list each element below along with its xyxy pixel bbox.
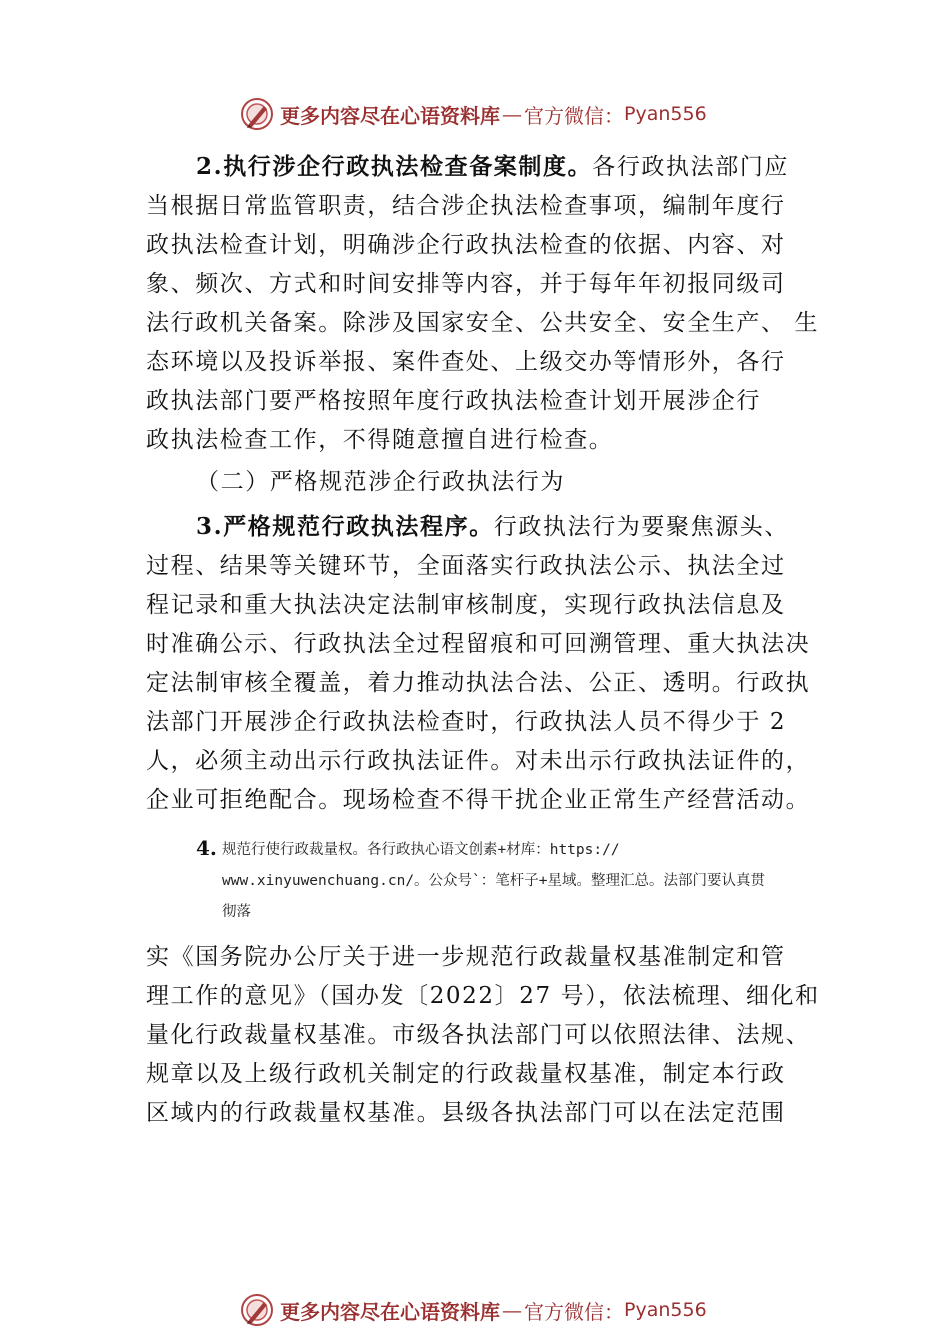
- para-3-heading: 3.严格规范行政执法程序。: [196, 513, 494, 540]
- para-4-small-line: 规范行使行政裁量权。各行政执心语文创素+材库：https://: [222, 842, 620, 858]
- header-dash: —: [502, 102, 522, 126]
- para-3-line: 过程、结果等关键环节，全面落实行政执法公示、执法全过: [146, 553, 786, 579]
- para-2-line: 政执法检查工作，不得随意擅自进行检查。: [146, 427, 614, 453]
- para-2-line: 法行政机关备案。除涉及国家安全、公共安全、安全生产、 生: [146, 310, 820, 336]
- para-2-line-1: [196, 152, 836, 182]
- para-2-line: 政执法检查计划，明确涉企行政执法检查的依据、内容、对: [146, 232, 786, 258]
- para-2-line: 政执法部门要严格按照年度行政执法检查计划开展涉企行: [146, 388, 761, 414]
- para-3-line: 人，必须主动出示行政执法证件。对未出示行政执法证件的，: [146, 748, 811, 774]
- footer-banner: [240, 1290, 760, 1330]
- footer-dash: —: [502, 1298, 522, 1322]
- para-4-number: 4.: [196, 836, 217, 860]
- header-title: 更多内容尽在心语资料库: [280, 103, 500, 128]
- para-3-line: 企业可拒绝配合。现场检查不得干扰企业正常生产经营活动。: [146, 787, 811, 813]
- para-2-line: 象、频次、方式和时间安排等内容，并于每年年初报同级司: [146, 271, 786, 297]
- header-banner: [240, 94, 760, 134]
- para-2-heading: 2.执行涉企行政执法检查备案制度。: [196, 153, 593, 180]
- para-3-line-1: [196, 512, 836, 542]
- para-4-small-line: www.xinyuwenchuang.cn/。公众号`：笔杆子+星域。整理汇总。法部门要认真贯: [222, 873, 766, 889]
- header-label: 官方微信：: [524, 103, 624, 128]
- para-4-line: 理工作的意见》（国办发〔2022〕27 号），依法梳理、细化和: [146, 983, 820, 1009]
- section-heading: （二）严格规范涉企行政执法行为: [196, 469, 565, 495]
- para-3-line: 定法制审核全覆盖，着力推动执法合法、公正、透明。行政执: [146, 670, 811, 696]
- para-4-small-line: 彻落: [222, 904, 251, 920]
- para-3-line: 时准确公示、行政执法全过程留痕和可回溯管理、重大执法决: [146, 631, 811, 657]
- para-4-line: 量化行政裁量权基准。市级各执法部门可以依照法律、法规、: [146, 1022, 811, 1048]
- para-2-line: 当根据日常监管职责，结合涉企执法检查事项，编制年度行: [146, 193, 786, 219]
- para-3-line: 程记录和重大执法决定法制审核制度，实现行政执法信息及: [146, 592, 786, 618]
- para-2-line-1-text: 各行政执法部门应: [592, 154, 790, 180]
- footer-label: 官方微信：: [524, 1299, 624, 1324]
- pen-logo-icon: [240, 97, 274, 131]
- footer-title: 更多内容尽在心语资料库: [280, 1299, 500, 1324]
- header-wechat-id: Pyan556: [624, 103, 707, 125]
- para-3-line-1-text: 行政执法行为要聚焦源头、: [493, 514, 790, 540]
- para-4-line: 规章以及上级行政机关制定的行政裁量权基准，制定本行政: [146, 1061, 786, 1087]
- para-2-line: 态环境以及投诉举报、案件查处、上级交办等情形外，各行: [146, 349, 786, 375]
- para-4-line: 区域内的行政裁量权基准。县级各执法部门可以在法定范围: [146, 1100, 786, 1126]
- para-3-line: 法部门开展涉企行政执法检查时，行政执法人员不得少于 2: [146, 709, 787, 735]
- pen-logo-icon: [240, 1293, 274, 1327]
- para-4-line: 实《国务院办公厅关于进一步规范行政裁量权基准制定和管: [146, 944, 786, 970]
- footer-wechat-id: Pyan556: [624, 1299, 707, 1321]
